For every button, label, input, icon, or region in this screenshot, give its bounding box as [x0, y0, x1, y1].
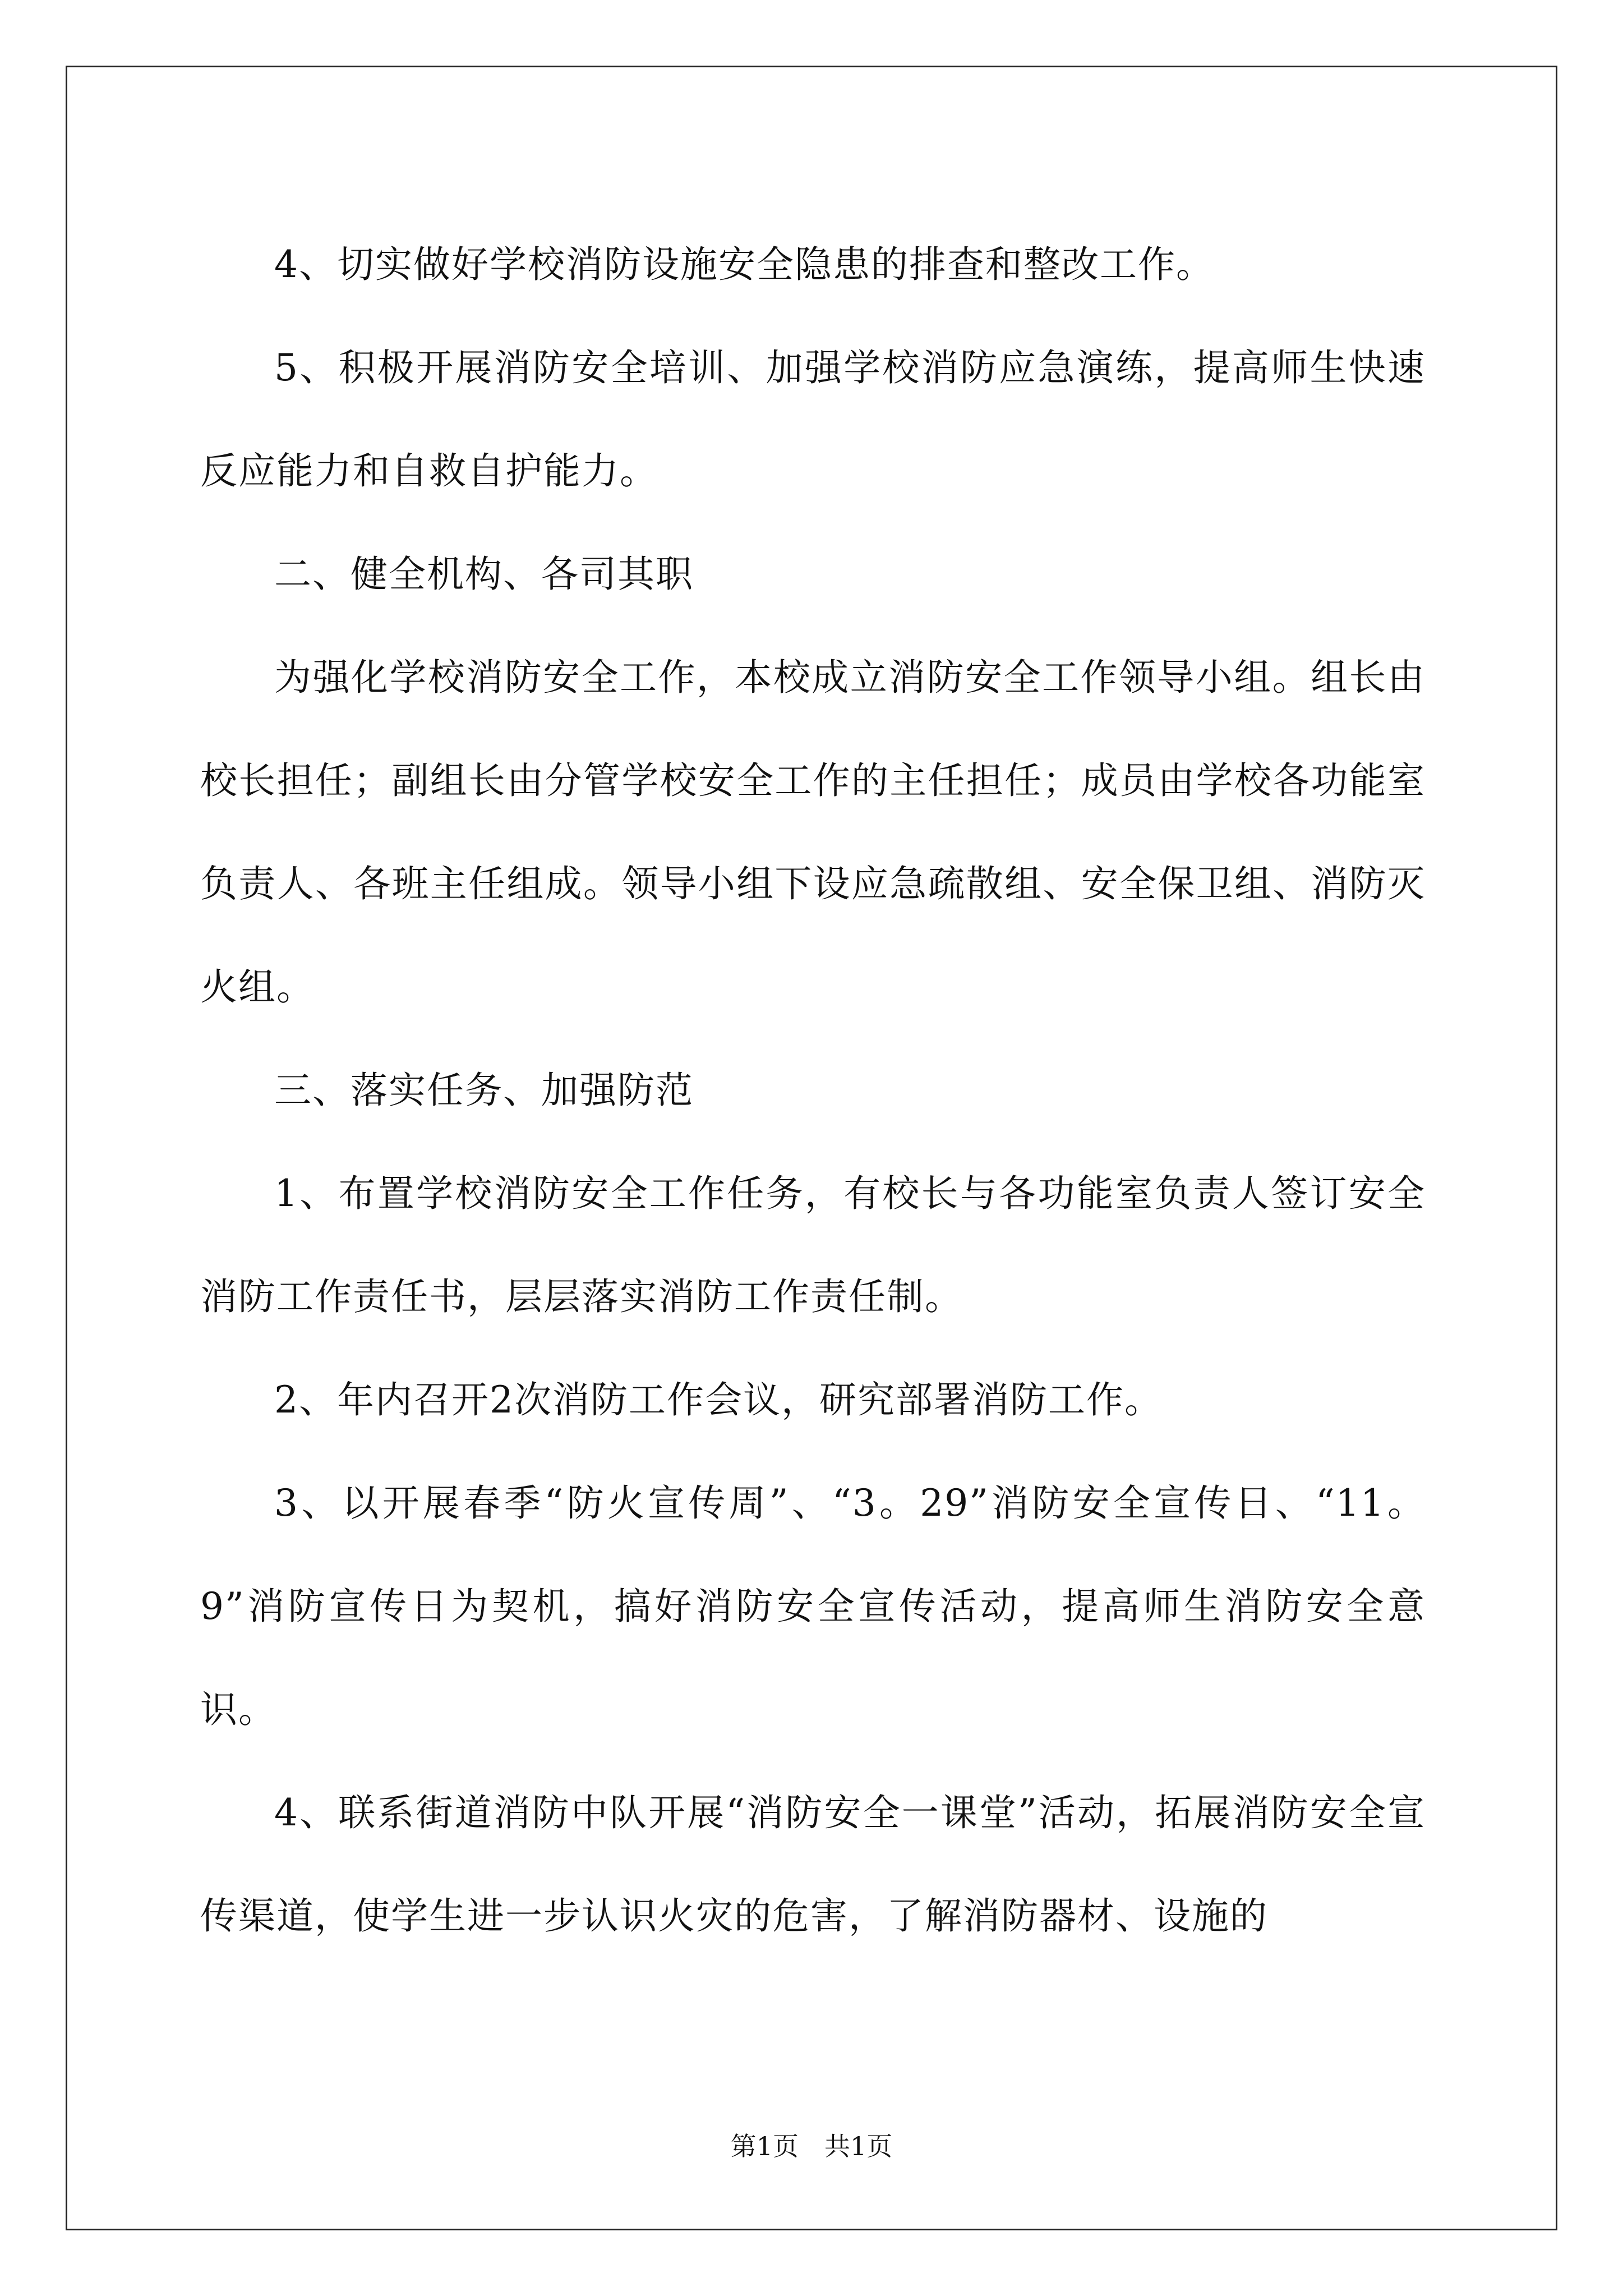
paragraph-5: 2、年内召开2次消防工作会议，研究部署消防工作。 [274, 1378, 1163, 1421]
paragraph-3: 为强化学校消防安全工作，本校成立消防安全工作领导小组。组长由校长担任；副组长由分管学校安全工作的主任担任；成员由学校各功能室负责人、各班主任组成。领导小组下设应急疏散组、安全保卫组、消防灭火组。 [200, 656, 1426, 1009]
paragraph-6: 3、以开展春季“防火宣传周”、“3。29”消防安全宣传日、“11。9”消防宣传日为契机，搞好消防安全宣传活动，提高师生消防安全意识。 [200, 1481, 1426, 1731]
section-heading-2: 二、健全机构、各司其职 [274, 553, 694, 596]
paragraph-7: 4、联系街道消防中队开展“消防安全一课堂”活动，拓展消防安全宣传渠道，使学生进一步认识火灾的危害，了解消防器材、设施的 [200, 1791, 1426, 1938]
paragraph-1: 4、切实做好学校消防设施安全隐患的排查和整改工作。 [274, 243, 1214, 286]
document-body [200, 213, 1426, 1968]
paragraph-2: 5、积极开展消防安全培训、加强学校消防应急演练，提高师生快速反应能力和自救自护能力。 [200, 346, 1426, 493]
section-heading-3: 三、落实任务、加强防范 [274, 1069, 694, 1112]
paragraph-4: 1、布置学校消防安全工作任务，有校长与各功能室负责人签订安全消防工作责任书，层层落实消防工作责任制。 [200, 1172, 1426, 1318]
page-footer: 第1页 共1页 [730, 2131, 893, 2161]
